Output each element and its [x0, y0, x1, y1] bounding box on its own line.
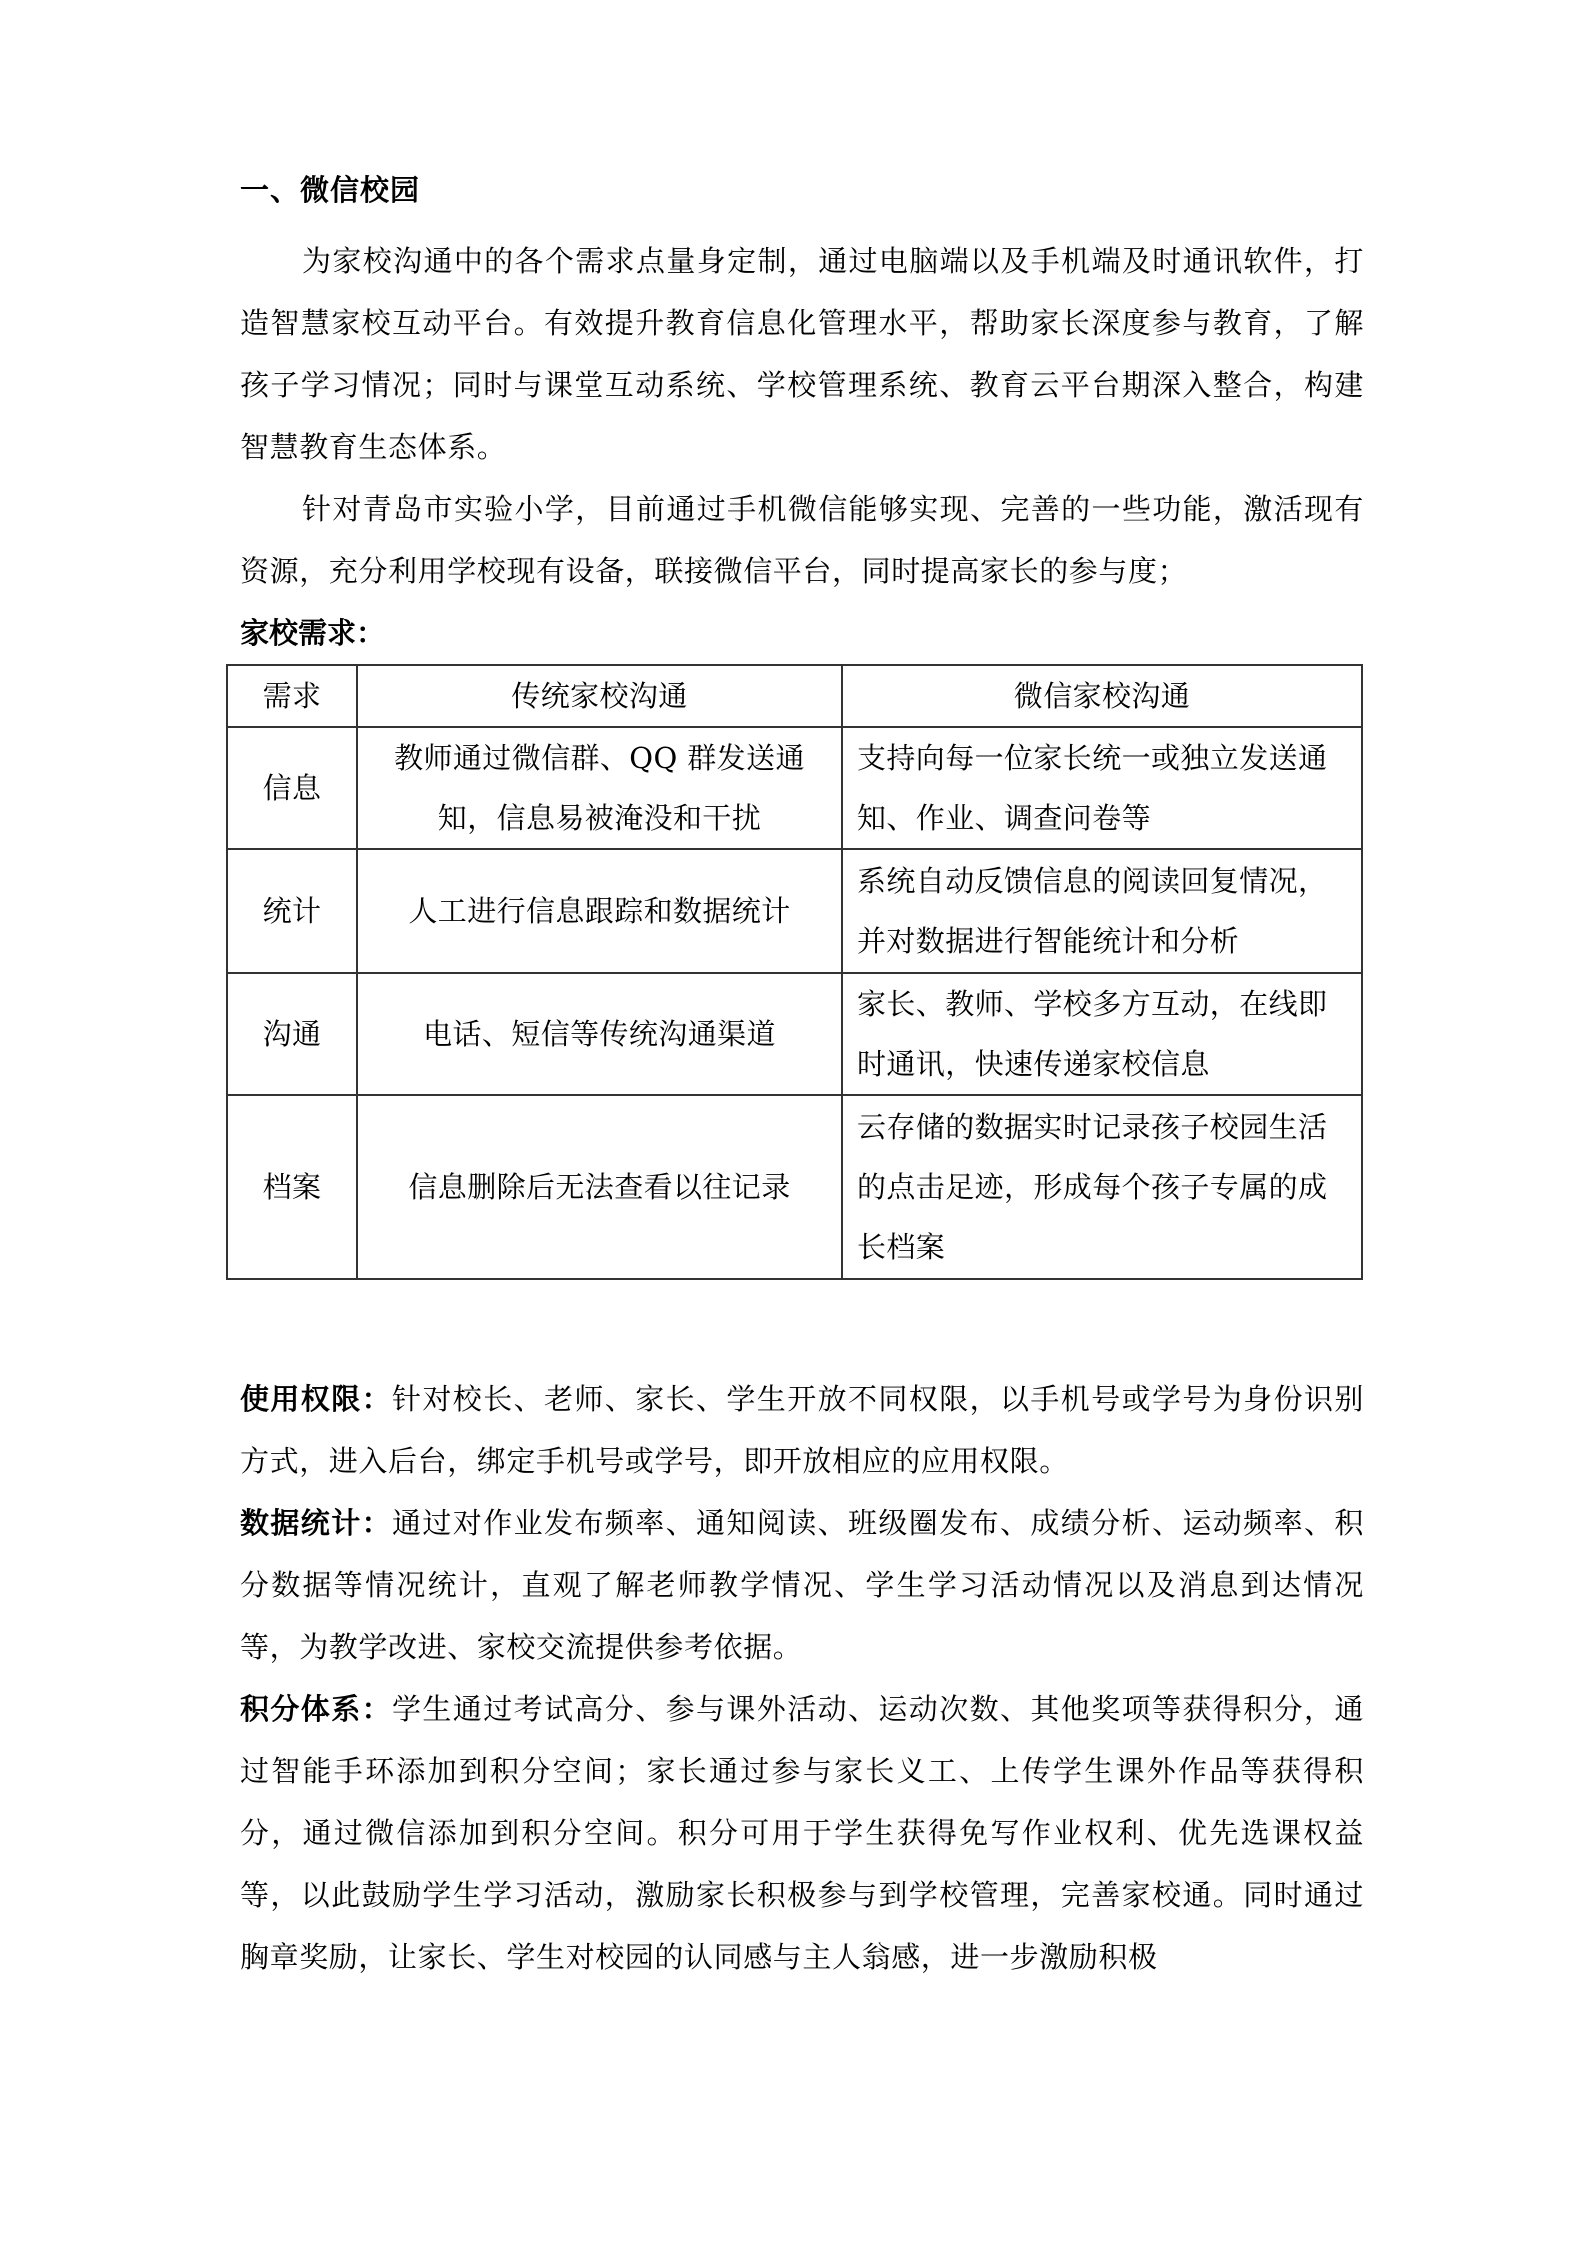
section-heading: 一、微信校园: [240, 173, 421, 207]
table-row: [227, 727, 1362, 849]
feature-permissions: [240, 1368, 1364, 1492]
cell-need: 沟通: [227, 973, 357, 1095]
feature-label: 使用权限：: [240, 1382, 392, 1416]
table-row: [227, 1095, 1362, 1279]
cell-wechat: 云存储的数据实时记录孩子校园生活的点击足迹，形成每个孩子专属的成长档案: [842, 1095, 1362, 1279]
table-row: [227, 849, 1362, 973]
features-section: [240, 1368, 1364, 1988]
table-row: [227, 973, 1362, 1095]
header-wechat: 微信家校沟通: [842, 665, 1362, 727]
cell-wechat: 家长、教师、学校多方互动，在线即时通讯，快速传递家校信息: [842, 973, 1362, 1095]
document-page: [240, 170, 1364, 664]
cell-need: 档案: [227, 1095, 357, 1279]
table-header-row: [227, 665, 1362, 727]
header-traditional: 传统家校沟通: [357, 665, 842, 727]
feature-text: 通过对作业发布频率、通知阅读、班级圈发布、成绩分析、运动频率、积分数据等情况统计，直观了解老师教学情况、学生学习活动情况以及消息到达情况等，为教学改进、家校交流提供参考依据。: [240, 1506, 1364, 1664]
cell-traditional: 人工进行信息跟踪和数据统计: [357, 849, 842, 973]
feature-statistics: [240, 1492, 1364, 1678]
cell-wechat: 支持向每一位家长统一或独立发送通知、作业、调查问卷等: [842, 727, 1362, 849]
requirements-table: [226, 664, 1363, 1280]
table-title: 家校需求：: [240, 616, 386, 650]
header-need: 需求: [227, 665, 357, 727]
cell-need: 信息: [227, 727, 357, 849]
feature-label: 数据统计：: [240, 1506, 392, 1540]
intro-paragraph: 为家校沟通中的各个需求点量身定制，通过电脑端以及手机端及时通讯软件，打造智慧家校互动平台。有效提升教育信息化管理水平，帮助家长深度参与教育，了解孩子学习情况；同时与课堂互动系统、学校管理系统、教育云平台期深入整合，构建智慧教育生态体系。: [240, 244, 1364, 464]
feature-text: 针对校长、老师、家长、学生开放不同权限，以手机号或学号为身份识别方式，进入后台，绑定手机号或学号，即开放相应的应用权限。: [240, 1382, 1364, 1478]
school-paragraph: 针对青岛市实验小学，目前通过手机微信能够实现、完善的一些功能，激活现有资源，充分利用学校现有设备，联接微信平台，同时提高家长的参与度；: [240, 492, 1364, 588]
feature-points-system: [240, 1678, 1364, 1988]
cell-traditional: 信息删除后无法查看以往记录: [357, 1095, 842, 1279]
cell-traditional: 电话、短信等传统沟通渠道: [357, 973, 842, 1095]
feature-label: 积分体系：: [240, 1692, 392, 1726]
cell-wechat: 系统自动反馈信息的阅读回复情况，并对数据进行智能统计和分析: [842, 849, 1362, 973]
cell-need: 统计: [227, 849, 357, 973]
cell-traditional: 教师通过微信群、QQ 群发送通知，信息易被淹没和干扰: [357, 727, 842, 849]
feature-text: 学生通过考试高分、参与课外活动、运动次数、其他奖项等获得积分，通过智能手环添加到积分空间；家长通过参与家长义工、上传学生课外作品等获得积分，通过微信添加到积分空间。积分可用于学生获得免写作业权利、优先选课权益等，以此鼓励学生学习活动，激励家长积极参与到学校管理，完善家校通。同时通过胸章奖励，让家长、学生对校园的认同感与主人翁感，进一步激励积极: [240, 1692, 1364, 1974]
